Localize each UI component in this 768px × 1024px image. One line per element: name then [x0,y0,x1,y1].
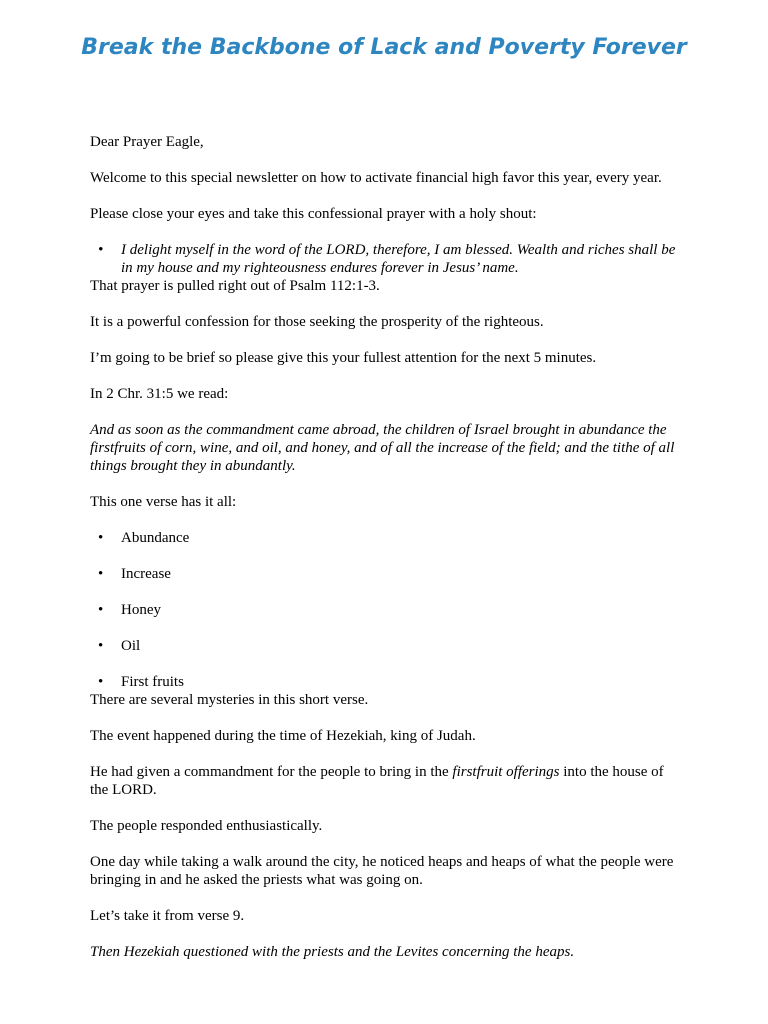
list-item: • First fruits [90,673,682,691]
commandment-emphasis: firstfruit offerings [452,764,560,780]
paragraph-responded: The people responded enthusiastically. [90,818,323,834]
commandment-text-before: He had given a commandment for the people to bring in the [90,764,453,780]
verse-9-quote: Then Hezekiah questioned with the priests and the Levites concerning the heaps. [90,944,575,960]
list-item: • Abundance [90,529,682,547]
list-item: • Increase [90,565,682,583]
list-item: • Oil [90,637,682,655]
newsletter-body [90,133,682,979]
page-title: Break the Backbone of Lack and Poverty Forever [81,35,687,60]
commandment-text-after: into the house of the LORD. [90,764,664,798]
paragraph-chronicles: In 2 Chr. 31:5 we read: [90,386,229,402]
paragraph-brief: I’m going to be brief so please give this your fullest attention for the next 5 minutes. [90,350,597,366]
paragraph-commandment [90,763,682,799]
verse-quote: And as soon as the commandment came abroad, the children of Israel brought in abundance the firstfruits of corn, wine, and oil, and honey, and of all the increase of the field; and the tithe of all things brought they in abundantly. [90,422,675,474]
paragraph-walk: One day while taking a walk around the city, he noticed heaps and heaps of what the people were bringing in and he asked the priests what was going on. [90,854,674,888]
list-item: • Honey [90,601,682,619]
prayer-bullet: • I delight myself in the word of the LORD, therefore, I am blessed. Wealth and riches shall be in my house and my righteousness endures forever in Jesus’ name. [90,241,682,277]
paragraph-psalm: That prayer is pulled right out of Psalm 112:1-3. [90,278,380,294]
paragraph-verse-9: Let’s take it from verse 9. [90,908,245,924]
paragraph-mysteries: There are several mysteries in this short verse. [90,692,369,708]
paragraph-confession: It is a powerful confession for those seeking the prosperity of the righteous. [90,314,544,330]
paragraph-one-verse: This one verse has it all: [90,494,237,510]
prayer-list [90,241,682,277]
greeting: Dear Prayer Eagle, [90,134,204,150]
paragraph-welcome: Welcome to this special newsletter on how to activate financial high favor this year, every year. [90,170,662,186]
paragraph-event: The event happened during the time of Hezekiah, king of Judah. [90,728,476,744]
paragraph-close-eyes: Please close your eyes and take this confessional prayer with a holy shout: [90,206,537,222]
points-list [90,529,682,691]
